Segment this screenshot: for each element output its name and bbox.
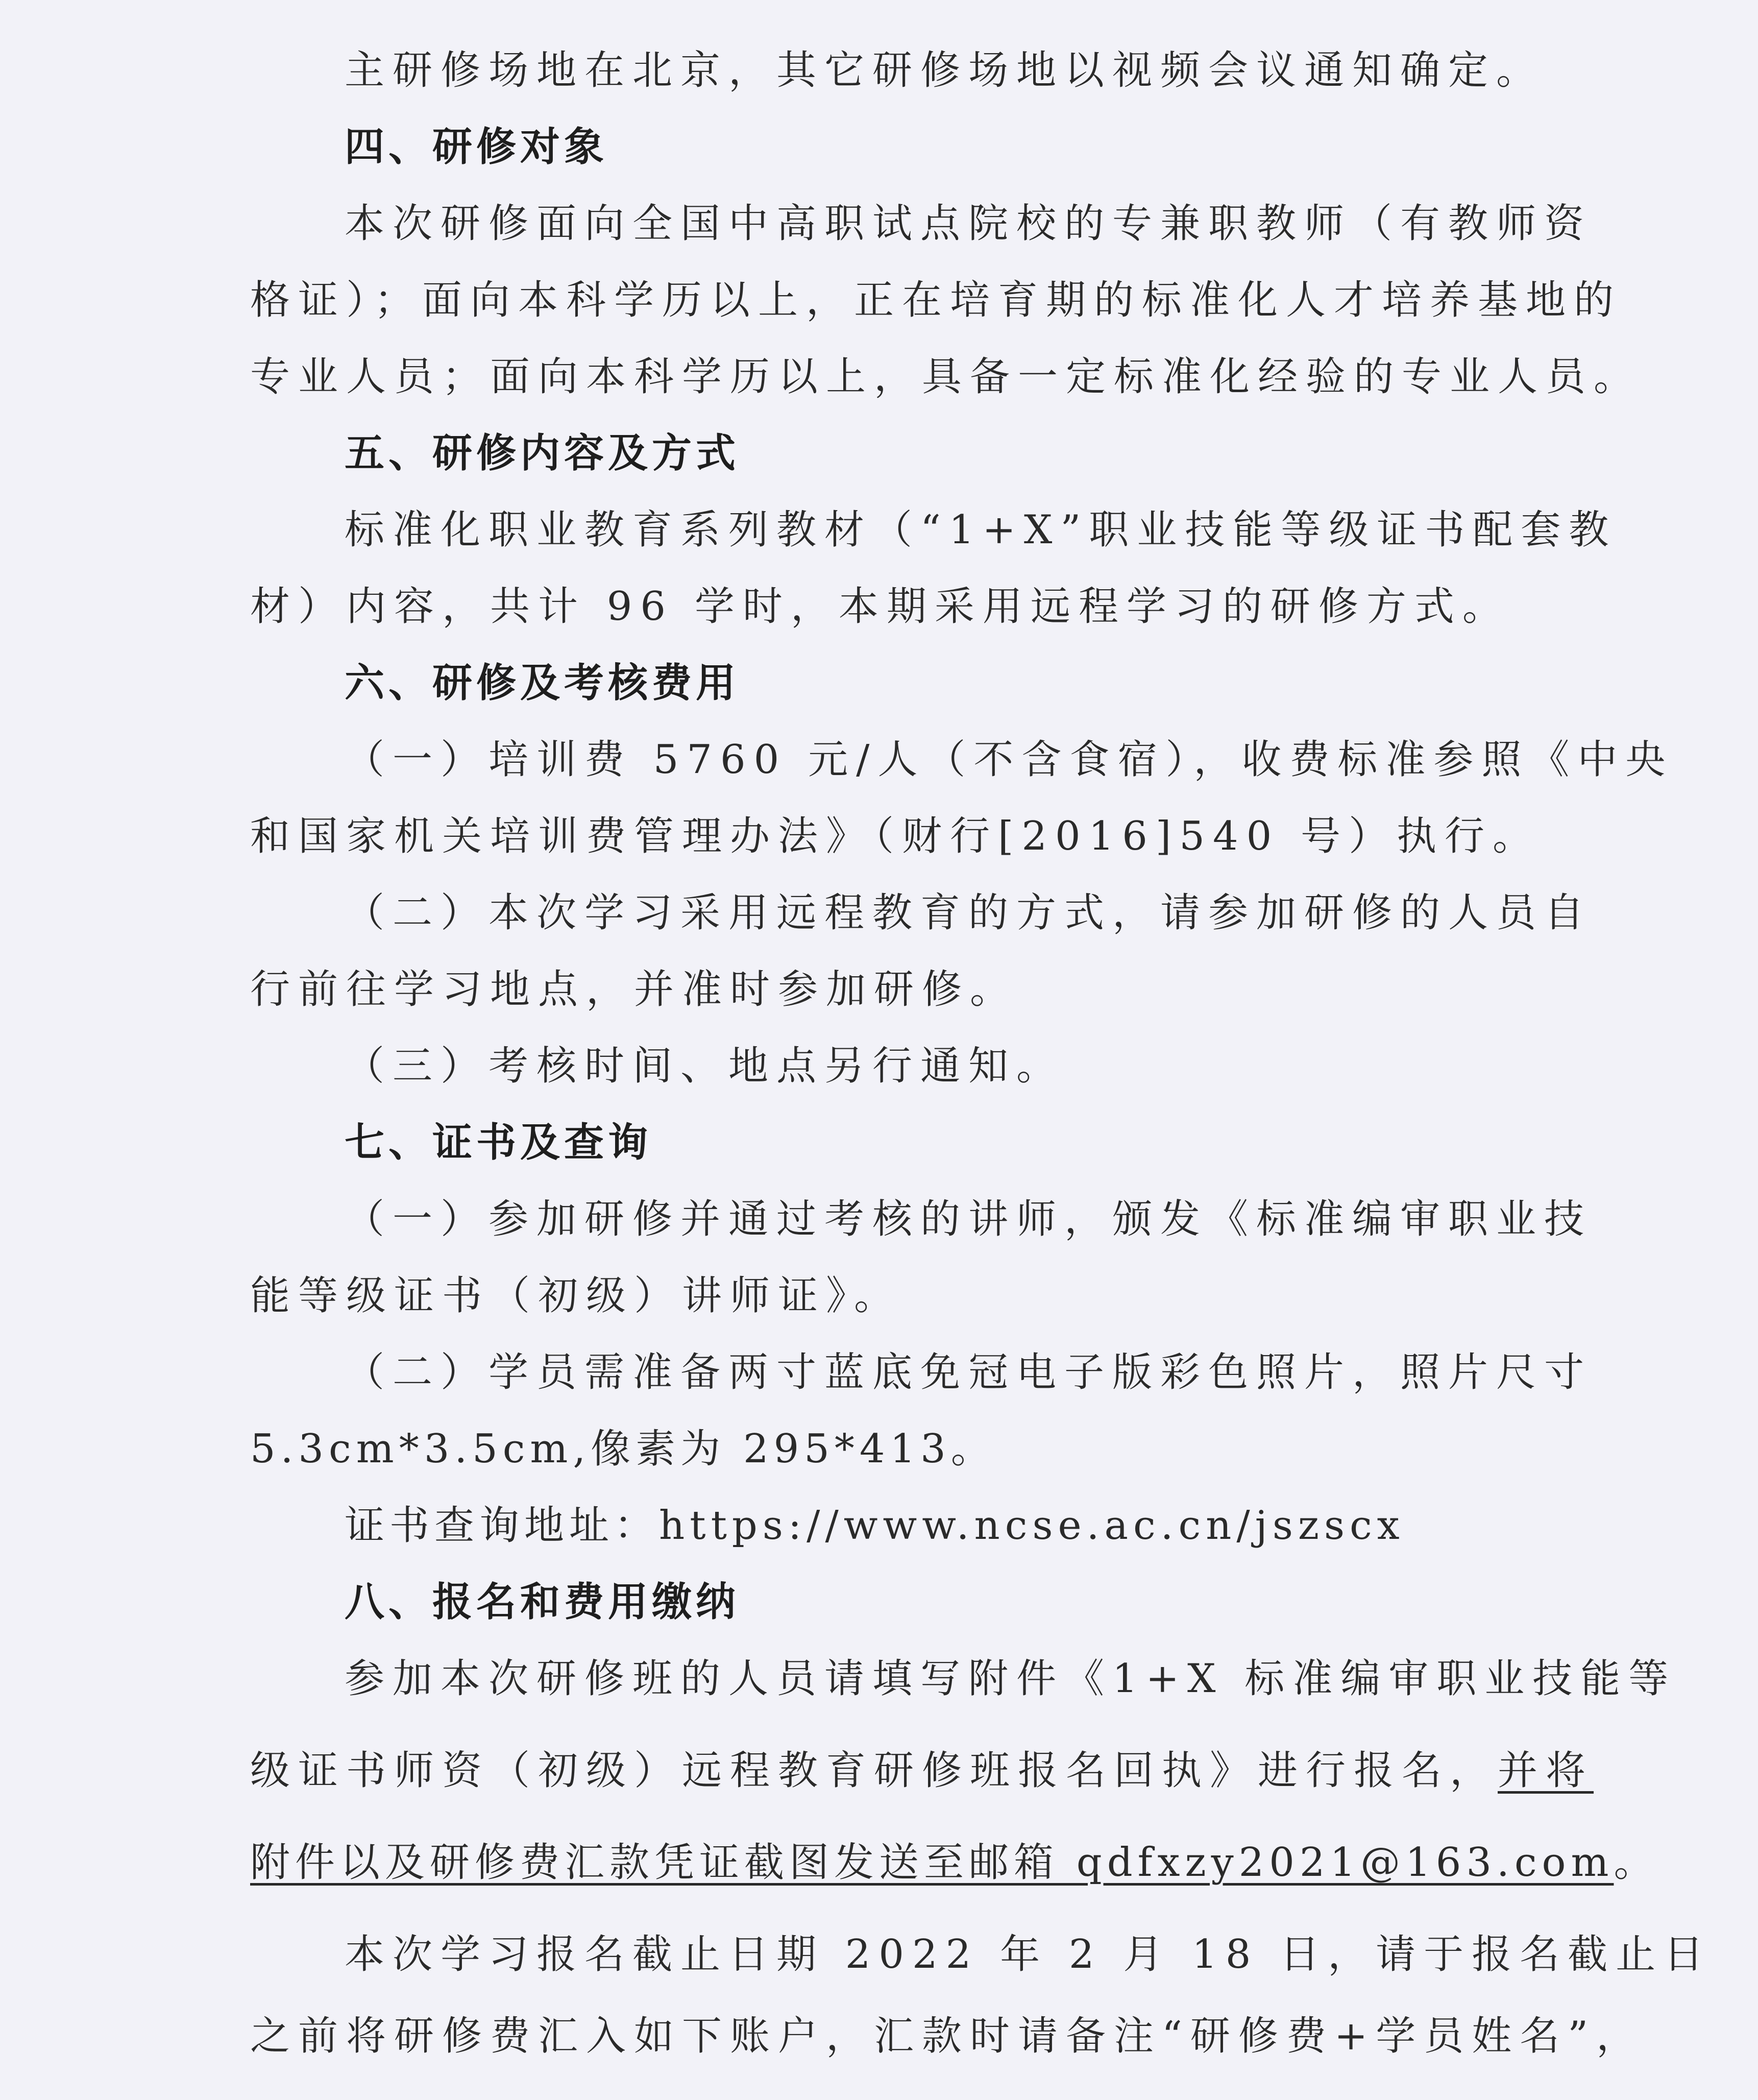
section-heading-5: 五、研修内容及方式: [345, 430, 740, 476]
paragraph-cert-1-line-1: （一）参加研修并通过考核的讲师，颁发《标准编审职业技: [345, 1196, 1593, 1242]
paragraph-fee-1-line-2: 和国家机关培训费管理办法》（财行[2016]540 号）执行。: [250, 813, 1541, 859]
paragraph-target-line-2: 格证）；面向本科学历以上，正在培育期的标准化人才培养基地的: [250, 277, 1622, 323]
paragraph-target-line-3: 专业人员；面向本科学历以上，具备一定标准化经验的专业人员。: [250, 354, 1642, 400]
paragraph-content-line-1: 标准化职业教育系列教材（“1+X”职业技能等级证书配套教: [345, 507, 1617, 553]
paragraph-content-line-2: 材）内容，共计 96 学时，本期采用远程学习的研修方式。: [250, 584, 1510, 630]
paragraph-venue: 主研修场地在北京，其它研修场地以视频会议通知确定。: [345, 47, 1545, 93]
paragraph-cert-2-line-2: 5.3cm*3.5cm,像素为 295*413。: [250, 1426, 996, 1472]
section-heading-8: 八、报名和费用缴纳: [345, 1579, 740, 1625]
paragraph-fee-2-line-2: 行前往学习地点，并准时参加研修。: [250, 967, 1018, 1012]
register-email-underlined: 附件以及研修费汇款凭证截图发送至邮箱 qdfxzy2021@163.com: [250, 1840, 1614, 1886]
section-heading-4: 四、研修对象: [345, 124, 608, 170]
paragraph-target-line-1: 本次研修面向全国中高职试点院校的专兼职教师（有教师资: [345, 201, 1593, 247]
cert-query-url: 证书查询地址：https://www.ncse.ac.cn/jszscx: [345, 1503, 1405, 1549]
paragraph-deadline-line-1: 本次学习报名截止日期 2022 年 2 月 18 日，请于报名截止日: [345, 1932, 1712, 1977]
paragraph-register-line-1: 参加本次研修班的人员请填写附件《1+X 标准编审职业技能等: [345, 1656, 1677, 1702]
register-line-3-period: 。: [1614, 1840, 1662, 1886]
section-heading-7: 七、证书及查询: [345, 1120, 652, 1166]
register-line-2-text: 级证书师资（初级）远程教育研修班报名回执》进行报名，: [250, 1748, 1498, 1794]
paragraph-register-line-3: [250, 1837, 1662, 1888]
paragraph-cert-1-line-2: 能等级证书（初级）讲师证》。: [250, 1273, 902, 1319]
paragraph-deadline-line-2: 之前将研修费汇入如下账户，汇款时请备注“研修费+学员姓名”，: [250, 2013, 1645, 2059]
paragraph-fee-2-line-1: （二）本次学习采用远程教育的方式，请参加研修的人员自: [345, 890, 1593, 936]
paragraph-cert-2-line-1: （二）学员需准备两寸蓝底免冠电子版彩色照片，照片尺寸: [345, 1349, 1593, 1395]
register-line-2-underlined: 并将: [1498, 1748, 1594, 1794]
paragraph-register-line-2: [250, 1745, 1594, 1796]
paragraph-fee-3: （三）考核时间、地点另行通知。: [345, 1043, 1065, 1089]
paragraph-fee-1-line-1: （一）培训费 5760 元/人（不含食宿），收费标准参照《中央: [345, 737, 1674, 783]
section-heading-6: 六、研修及考核费用: [345, 660, 740, 706]
